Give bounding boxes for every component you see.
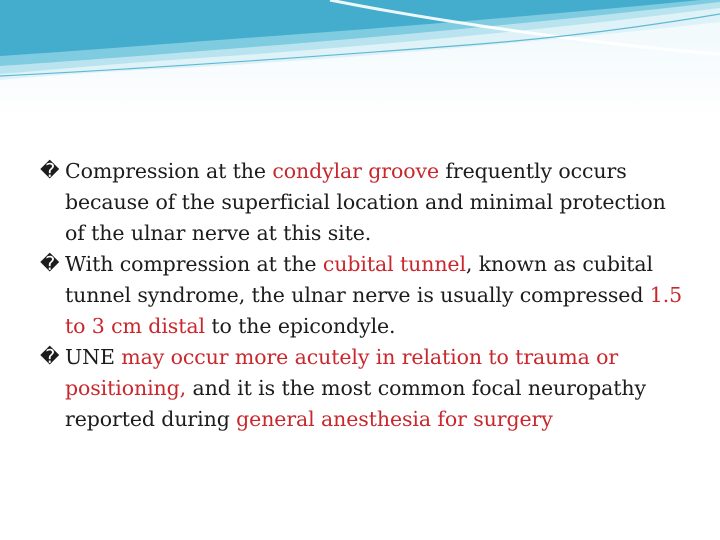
bullet-icon: �: [40, 253, 60, 275]
bullet-item: [40, 249, 690, 342]
highlighted-text: cubital tunnel: [322, 252, 466, 276]
bullet-list: [40, 156, 690, 435]
header-wave-decoration: [0, 0, 720, 90]
bullet-text: UNE: [65, 345, 122, 369]
bullet-text: to the epicondyle.: [204, 314, 396, 338]
bullet-icon: �: [40, 346, 60, 368]
highlighted-text: general anesthesia for surgery: [236, 407, 553, 431]
bullet-text: Compression at the: [65, 159, 273, 183]
bullet-text: With compression at the: [65, 252, 323, 276]
bullet-text: frequently occurs because of the superficial location and minimal protection of the ulnar nerve at this site.: [65, 159, 666, 245]
bullet-text: and it is the most common focal neuropathy reported during: [65, 376, 646, 431]
bullet-text: , known as cubital tunnel syndrome, the ulnar nerve is usually compressed: [65, 252, 654, 307]
highlighted-text: may occur more acutely in relation to trauma or positioning,: [65, 345, 619, 400]
bullet-item: [40, 342, 690, 435]
highlighted-text: 1.5 to 3 cm distal: [65, 283, 683, 338]
highlighted-text: condylar groove: [272, 159, 440, 183]
bullet-item: [40, 156, 690, 249]
bullet-icon: �: [40, 160, 60, 182]
